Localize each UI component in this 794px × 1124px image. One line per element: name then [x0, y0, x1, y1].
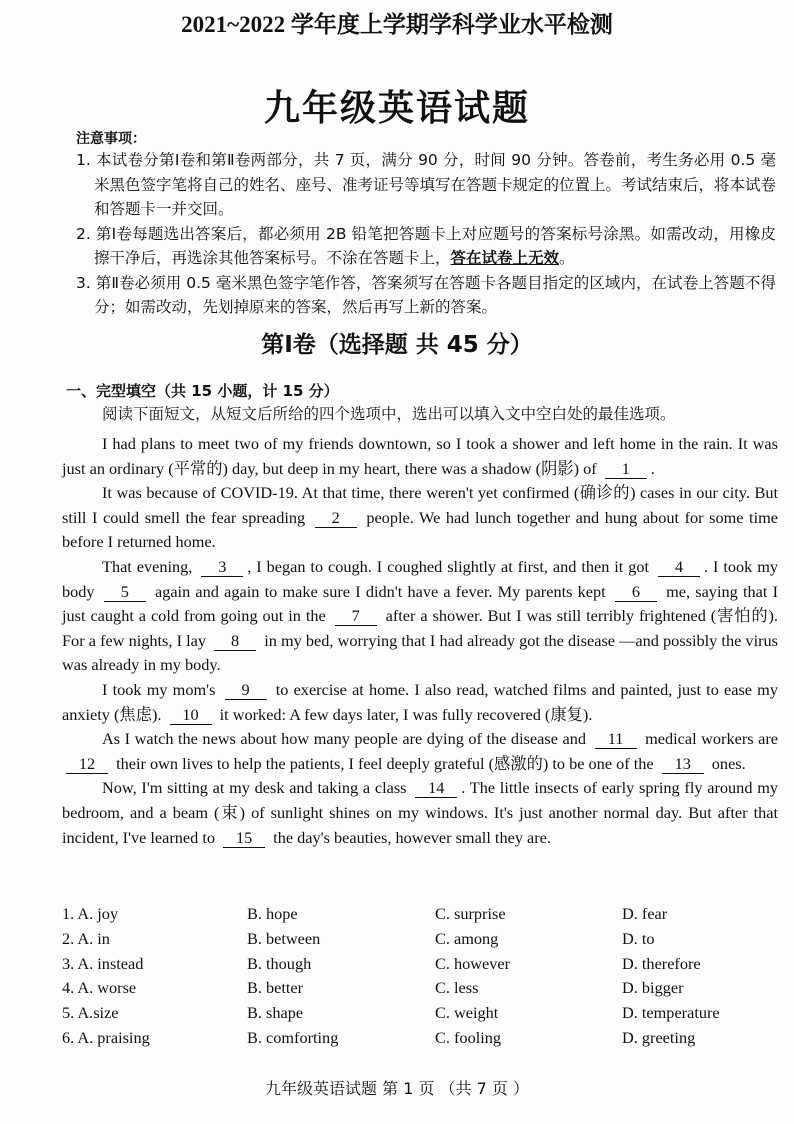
cloze-blank: 4: [658, 558, 700, 577]
cloze-blank: 6: [615, 583, 657, 602]
cloze-blank: 5: [104, 583, 146, 602]
passage-paragraph: [62, 555, 778, 678]
passage-text: their own lives to help the patients, I feel deeply grateful (感激的) to be one of the: [112, 753, 658, 773]
option-choice: B. between: [247, 928, 321, 948]
note-emphasis: 答在试卷上无效: [450, 249, 560, 267]
option-choice: 2. A. in: [62, 928, 110, 948]
note-text: 1. 本试卷分第Ⅰ卷和第Ⅱ卷两部分，共 7 页，满分 90 分，时间 90 分钟。答卷前，考生务必用 0.5 毫米黑色签字笔将自己的姓名、座号、准考证号等填写在答题卡规定的位置上。考试结束后，将本试卷和答题卡一并交回。: [76, 151, 777, 218]
passage-paragraph: [62, 776, 778, 850]
passage-text: the day's beauties, however small they are.: [269, 827, 551, 847]
passage-paragraph: [62, 678, 778, 727]
option-choice: C. weight: [435, 1003, 499, 1023]
note-item: 2. 第Ⅰ卷每题选出答案后，都必须用 2B 铅笔把答题卡上对应题号的答案标号涂黑。如需改动，用橡皮擦干净后，再选涂其他答案标号。不涂在答题卡上，答在试卷上无效。: [76, 224, 776, 267]
note-text: 2. 第Ⅰ卷每题选出答案后，都必须用 2B 铅笔把答题卡上对应题号的答案标号涂黑。如需改动，用橡皮擦干净后，再选涂其他答案标号。不涂在答题卡上，: [76, 224, 776, 267]
passage-text: in my bed, worrying that I had already got the disease —and possibly the virus was already in my body.: [62, 630, 778, 675]
option-row: [62, 1003, 778, 1028]
cloze-blank: 1: [605, 460, 647, 479]
passage-text: . The little insects of early spring fly around my bedroom, and a beam (束) of sunlight shines on my windows. It's just another normal day. But after that incident, I've learned to: [62, 778, 778, 847]
page-footer: 九年级英语试题 第 1 页 （共 7 页 ）: [265, 1079, 529, 1098]
part-title: 第Ⅰ卷（选择题 共 45 分）: [261, 332, 533, 358]
exam-title: 2021~2022 学年度上学期学科学业水平检测: [181, 12, 613, 37]
option-choice: D. to: [622, 928, 655, 948]
cloze-blank: 8: [214, 632, 256, 651]
option-choice: C. among: [435, 928, 499, 948]
option-row: [62, 954, 778, 979]
option-choice: C. however: [435, 953, 511, 973]
option-choice: C. less: [435, 978, 479, 998]
passage-text: people. We had lunch together and hung about for some time before I returned home.: [62, 507, 778, 552]
paper-title: 九年级英语试题: [263, 88, 530, 129]
option-choice: 4. A. worse: [62, 978, 137, 998]
cloze-blank: 3: [201, 558, 243, 577]
passage-paragraph: [62, 432, 778, 481]
section-instruction: 阅读下面短文，从短文后所给的四个选项中，选出可以填入文中空白处的最佳选项。: [102, 405, 676, 423]
passage-paragraph: [62, 727, 778, 776]
option-row: [62, 929, 778, 954]
passage-text: .: [650, 458, 655, 478]
option-choice: D. bigger: [622, 978, 684, 998]
passage-text: medical workers are: [640, 729, 779, 749]
passage-text: ones.: [707, 753, 746, 773]
option-row: [62, 904, 778, 929]
cloze-blank: 7: [335, 607, 377, 626]
option-row: [62, 978, 778, 1003]
passage-text: As I watch the news about how many people are dying of the disease and: [102, 729, 591, 749]
cloze-blank: 15: [223, 829, 265, 848]
passage-paragraph: [62, 481, 778, 555]
section-heading: 一、完型填空（共 15 小题，计 15 分）: [66, 382, 339, 400]
passage-text: That evening,: [102, 556, 198, 576]
cloze-blank: 14: [415, 779, 457, 798]
passage-text: I had plans to meet two of my friends downtown, so I took a shower and left home in the rain. It was just an ordinary (平常的) day, but deep in my heart, there was a shadow (阴影) of: [62, 434, 778, 478]
notes: [76, 130, 776, 320]
answer-options: [62, 904, 778, 1053]
option-choice: B. better: [247, 978, 304, 998]
passage-text: Now, I'm sitting at my desk and taking a class: [102, 778, 412, 798]
option-choice: D. greeting: [622, 1027, 696, 1047]
option-choice: B. hope: [247, 904, 298, 923]
option-row: [62, 1028, 778, 1053]
cloze-passage: [62, 432, 778, 850]
option-choice: B. though: [247, 953, 312, 973]
note-item: [76, 148, 776, 222]
option-choice: D. therefore: [622, 953, 701, 973]
cloze-blank: 2: [315, 509, 357, 528]
option-choice: C. fooling: [435, 1027, 502, 1047]
option-choice: 6. A. praising: [62, 1027, 150, 1047]
option-choice: 1. A. joy: [62, 904, 119, 923]
passage-text: I took my mom's: [102, 679, 221, 699]
cloze-blank: 10: [170, 706, 212, 725]
cloze-blank: 12: [66, 755, 108, 774]
option-choice: D. fear: [622, 904, 668, 923]
cloze-blank: 11: [595, 730, 637, 749]
option-choice: B. shape: [247, 1003, 304, 1023]
option-choice: B. comforting: [247, 1027, 339, 1047]
passage-text: It was because of COVID-19. At that time, there weren't yet confirmed (确诊的) cases in our city. But still I could smell the fear spreading: [62, 483, 778, 527]
cloze-blank: 13: [662, 755, 704, 774]
passage-text: again and again to make sure I didn't have a fever. My parents kept: [149, 581, 611, 601]
notes-heading: 注意事项：: [76, 131, 146, 147]
passage-text: , I began to cough. I coughed slightly at first, and then it got: [247, 556, 654, 576]
option-choice: C. surprise: [435, 904, 506, 923]
note-text: 3. 第Ⅱ卷必须用 0.5 毫米黑色签字笔作答，答案须写在答题卡各题目指定的区域内，在试卷上答题不得分；如需改动，先划掉原来的答案，然后再写上新的答案。: [76, 273, 776, 316]
option-choice: D. temperature: [622, 1003, 720, 1023]
passage-text: it worked: A few days later, I was fully recovered (康复).: [215, 704, 593, 724]
passage-text: . I took my body: [62, 556, 778, 601]
option-choice: 5. A.size: [62, 1003, 119, 1023]
passage-text: to exercise at home. I also read, watched films and painted, just to ease my anxiety (焦虑).: [62, 679, 778, 724]
passage-text: me, saying that I just caught a cold from going out in the: [62, 581, 778, 626]
passage-text: after a shower. But I was still terribly frightened (害怕的). For a few nights, I lay: [62, 606, 779, 650]
note-item: [76, 271, 776, 320]
cloze-blank: 9: [225, 681, 267, 700]
option-choice: 3. A. instead: [62, 953, 144, 973]
